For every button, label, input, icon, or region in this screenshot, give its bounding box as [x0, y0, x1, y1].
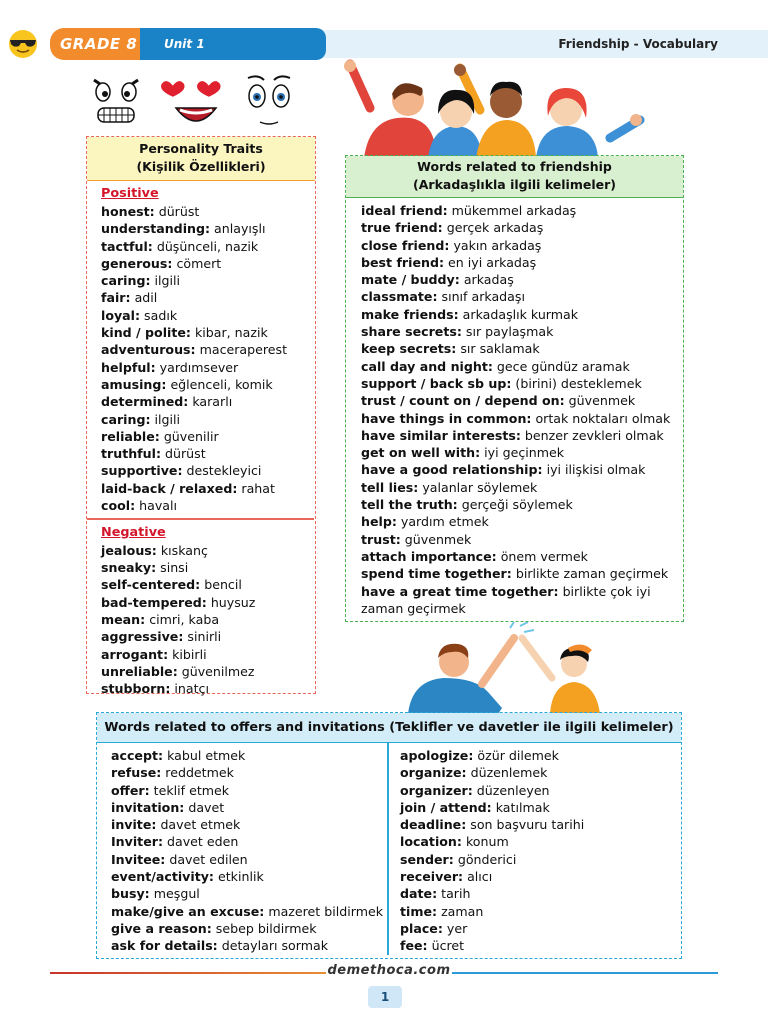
list-item-continuation: zaman geçirmek [361, 600, 466, 616]
translation: anlayışlı [214, 221, 266, 237]
translation: davet edilen [169, 851, 248, 867]
translation: düzenleyen [476, 782, 550, 798]
list-item [361, 271, 683, 288]
list-item [400, 885, 584, 902]
translation: kibar, nazik [194, 325, 268, 341]
list-item [101, 428, 315, 445]
list-item [101, 324, 315, 341]
term: mean: [101, 612, 146, 628]
translation: ortak noktaları olmak [535, 410, 671, 426]
translation: yakın arkadaş [453, 237, 542, 253]
translation: yalanlar söylemek [422, 479, 538, 495]
translation: yardımsever [159, 359, 239, 375]
emotion-faces-illustration [88, 70, 308, 132]
translation: cimri, kaba [149, 612, 220, 628]
translation: teklif etmek [153, 782, 230, 798]
translation: cömert [176, 255, 222, 271]
translation: meşgul [153, 886, 200, 902]
term: ask for details: [111, 938, 218, 954]
translation: rahat [241, 480, 275, 496]
translation: benzer zevkleri olmak [524, 427, 664, 443]
term: jealous: [101, 542, 157, 558]
high-five-illustration [402, 622, 612, 714]
list-item [361, 306, 683, 323]
list-item [361, 202, 683, 219]
translation: yer [446, 920, 468, 936]
translation: eğlenceli, komik [170, 376, 273, 392]
term: tell the truth: [361, 497, 458, 513]
list-item [101, 220, 315, 237]
translation: reddetmek [165, 765, 234, 781]
translation: tarih [441, 886, 471, 902]
offers-columns [97, 743, 681, 955]
list-item [101, 628, 315, 645]
list-item [400, 782, 584, 799]
term: caring: [101, 273, 151, 289]
translation: düşünceli, nazik [156, 238, 259, 254]
translation: arkadaşlık kurmak [462, 306, 579, 322]
term: make/give an excuse: [111, 903, 265, 919]
list-item [361, 375, 683, 392]
term: keep secrets: [361, 341, 457, 357]
term: support / back sb up: [361, 375, 512, 391]
translation: ücret [431, 938, 465, 954]
personality-box-title [87, 137, 315, 181]
offers-box-title: Words related to offers and invitations (Teklifler ve davetler ile ilgili kelimeler) [97, 713, 681, 743]
list-item [111, 782, 383, 799]
translation: zaman [441, 903, 484, 919]
translation: özür dilemek [477, 748, 559, 763]
positive-heading: Positive [101, 186, 159, 201]
term: honest: [101, 204, 155, 219]
term: adventurous: [101, 342, 196, 358]
translation: iyi geçinmek [484, 445, 565, 461]
term: place: [400, 920, 443, 936]
translation: dürüst [158, 204, 200, 219]
list-item [101, 542, 315, 559]
term: invitation: [111, 799, 185, 815]
translation: bencil [204, 577, 242, 593]
list-item [361, 583, 683, 600]
list-item [101, 663, 315, 680]
term: time: [400, 903, 438, 919]
translation: davet eden [167, 834, 239, 850]
grade-badge: GRADE 8 [50, 28, 148, 60]
list-item [101, 307, 315, 324]
list-item [101, 611, 315, 628]
footer-rule-right [452, 972, 718, 974]
list-item [361, 410, 683, 427]
friendship-title-line1: Words related to friendship [417, 159, 612, 174]
translation: gönderici [457, 851, 517, 867]
grimacing-face-icon [94, 80, 138, 122]
translation: arkadaş [463, 272, 514, 288]
term: reliable: [101, 428, 160, 444]
term: determined: [101, 394, 189, 410]
list-item [361, 461, 683, 478]
list-item [101, 411, 315, 428]
translation: gece gündüz aramak [496, 358, 630, 374]
term: make friends: [361, 306, 459, 322]
cheering-friends-illustration [340, 58, 650, 158]
term: help: [361, 514, 397, 530]
footer-rule-left [50, 972, 326, 974]
negative-heading: Negative [101, 524, 166, 540]
translation: adil [134, 290, 158, 306]
term: sneaky: [101, 560, 157, 576]
list-item [400, 920, 584, 937]
translation: kararlı [192, 394, 233, 410]
translation: inatçı [174, 681, 209, 697]
translation: etkinlik [218, 869, 264, 885]
list-item [400, 937, 584, 954]
translation: havalı [139, 498, 178, 514]
translation: düzenlemek [470, 765, 548, 781]
translation: birlikte çok iyi [562, 583, 651, 599]
translation: güvenilir [163, 428, 219, 444]
translation: gerçeği söylemek [461, 497, 573, 513]
term: laid-back / relaxed: [101, 480, 238, 496]
translation: sinsi [160, 560, 189, 576]
list-item [101, 238, 315, 255]
friendship-words-box [345, 155, 684, 622]
list-item [111, 885, 383, 902]
term: refuse: [111, 765, 162, 781]
personality-title-line1: Personality Traits [139, 141, 263, 156]
translation: alıcı [467, 869, 493, 885]
translation: huysuz [210, 594, 256, 610]
term: loyal: [101, 307, 141, 323]
term: close friend: [361, 237, 450, 253]
translation: kıskanç [160, 542, 208, 558]
translation: mazeret bildirmek [268, 903, 383, 919]
term: fee: [400, 938, 428, 954]
translation: yardım etmek [400, 514, 489, 530]
list-item [361, 323, 683, 340]
list-item [101, 594, 315, 611]
term: offer: [111, 782, 150, 798]
list-item [361, 444, 683, 461]
term: location: [400, 834, 462, 850]
term: call day and night: [361, 358, 493, 374]
term: amusing: [101, 376, 167, 392]
term: truthful: [101, 446, 161, 462]
footer-site-name: demethoca.com [327, 963, 451, 978]
term: deadline: [400, 817, 467, 833]
list-item [361, 392, 683, 409]
term: caring: [101, 411, 151, 427]
list-item [400, 833, 584, 850]
list-item [101, 462, 315, 479]
term: supportive: [101, 463, 183, 479]
translation: en iyi arkadaş [448, 254, 537, 270]
translation: güvenmek [568, 393, 636, 409]
list-item [400, 816, 584, 833]
list-item [361, 531, 683, 548]
term: have things in common: [361, 410, 532, 426]
translation: davet etmek [160, 817, 241, 833]
translation: sadık [144, 307, 178, 323]
list-item [361, 548, 683, 565]
translation: güvenmek [404, 531, 472, 547]
term: tactful: [101, 238, 153, 254]
list-item [400, 903, 584, 920]
list-item [101, 559, 315, 576]
term: attach importance: [361, 548, 497, 564]
translation: sır paylaşmak [465, 324, 554, 340]
list-item [101, 359, 315, 376]
list-item [101, 376, 315, 393]
list-item [111, 903, 383, 920]
translation: gerçek arkadaş [446, 220, 544, 236]
term: have a great time together: [361, 583, 559, 599]
list-item [101, 497, 315, 514]
list-item [361, 219, 683, 236]
term: stubborn: [101, 681, 171, 697]
translation: dürüst [165, 446, 206, 462]
list-item [361, 358, 683, 375]
term: understanding: [101, 221, 211, 237]
translation: sınıf arkadaşı [441, 289, 525, 305]
positive-list [87, 181, 315, 698]
term: date: [400, 886, 438, 902]
translation: sebep bildirmek [215, 920, 317, 936]
list-item [400, 851, 584, 868]
list-item [361, 237, 683, 254]
list-item [361, 254, 683, 271]
term: mate / buddy: [361, 272, 460, 288]
section-divider [87, 518, 314, 520]
term: classmate: [361, 289, 438, 305]
list-item [101, 393, 315, 410]
list-item [111, 764, 383, 781]
term: give a reason: [111, 920, 212, 936]
offers-right-column [400, 747, 584, 955]
term: invite: [111, 817, 157, 833]
list-item [400, 747, 584, 764]
list-item [111, 937, 383, 954]
list-item [400, 764, 584, 781]
term: busy: [111, 886, 150, 902]
translation: kabul etmek [167, 748, 246, 763]
term: cool: [101, 498, 136, 514]
list-item [361, 288, 683, 305]
translation: birlikte zaman geçirmek [515, 566, 669, 582]
list-item [101, 341, 315, 358]
list-item [101, 680, 315, 697]
unit-badge: Unit 1 [140, 28, 326, 60]
term: trust: [361, 531, 401, 547]
heart-eyes-face-icon [161, 81, 221, 121]
term: generous: [101, 255, 173, 271]
personality-title-line2: (Kişilik Özellikleri) [136, 159, 266, 174]
translation: konum [465, 834, 509, 850]
list-item [400, 799, 584, 816]
term: kind / polite: [101, 325, 191, 341]
page-number: 1 [368, 986, 402, 1008]
term: receiver: [400, 869, 464, 885]
term: organize: [400, 765, 467, 781]
list-item [111, 851, 383, 868]
list-item [361, 340, 683, 357]
list-item [111, 920, 383, 937]
term: have similar interests: [361, 427, 521, 443]
personality-traits-box [86, 136, 316, 697]
term: apologize: [400, 748, 474, 763]
list-item [361, 479, 683, 496]
list-item [101, 289, 315, 306]
translation: katılmak [495, 799, 550, 815]
term: organizer: [400, 782, 473, 798]
translation: kibirli [172, 646, 207, 662]
list-item [101, 576, 315, 593]
term: Invitee: [111, 851, 166, 867]
term: helpful: [101, 359, 156, 375]
offers-left-column [111, 747, 383, 955]
term: accept: [111, 748, 164, 763]
list-item [361, 427, 683, 444]
friendship-list [346, 198, 683, 617]
translation: (birini) desteklemek [515, 375, 642, 391]
list-item [101, 272, 315, 289]
translation: ilgili [154, 273, 181, 289]
list-item [361, 565, 683, 582]
list-item [101, 445, 315, 462]
offers-invitations-box [96, 712, 682, 959]
list-item [101, 480, 315, 497]
page-title: Friendship - Vocabulary [558, 37, 718, 51]
term: join / attend: [400, 799, 492, 815]
term: bad-tempered: [101, 594, 207, 610]
list-item [111, 833, 383, 850]
term: trust / count on / depend on: [361, 393, 565, 409]
term: ideal friend: [361, 203, 448, 218]
term: self-centered: [101, 577, 201, 593]
list-item [101, 203, 315, 220]
term: share secrets: [361, 324, 462, 340]
sunglasses-emoji-icon [6, 29, 40, 59]
translation: davet [188, 799, 225, 815]
list-item [400, 868, 584, 885]
translation: maceraperest [199, 342, 288, 358]
translation: destekleyici [186, 463, 262, 479]
list-item [111, 868, 383, 885]
list-item [111, 747, 383, 764]
term: aggressive: [101, 629, 184, 645]
list-item [101, 646, 315, 663]
term: arrogant: [101, 646, 169, 662]
column-divider [387, 743, 389, 955]
term: tell lies: [361, 479, 419, 495]
term: Inviter: [111, 834, 163, 850]
translation: son başvuru tarihi [470, 817, 585, 833]
translation: sinirli [187, 629, 222, 645]
friendship-title-line2: (Arkadaşlıkla ilgili kelimeler) [413, 177, 616, 192]
list-item [111, 816, 383, 833]
term: fair: [101, 290, 131, 306]
translation: güvenilmez [181, 663, 255, 679]
translation: önem vermek [500, 548, 588, 564]
translation: mükemmel arkadaş [451, 203, 577, 218]
translation: sır saklamak [460, 341, 540, 357]
term: best friend: [361, 254, 445, 270]
page-header [0, 28, 768, 60]
term: have a good relationship: [361, 462, 543, 478]
friendship-box-title [346, 156, 683, 198]
list-item [101, 255, 315, 272]
term: sender: [400, 851, 454, 867]
translation: detayları sormak [221, 938, 328, 954]
term: event/activity: [111, 869, 214, 885]
list-item [361, 496, 683, 513]
term: unreliable: [101, 663, 178, 679]
term: true friend: [361, 220, 443, 236]
surprised-face-icon [248, 76, 290, 124]
term: get on well with: [361, 445, 481, 461]
translation: iyi ilişkisi olmak [546, 462, 646, 478]
list-item [361, 513, 683, 530]
list-item [111, 799, 383, 816]
term: spend time together: [361, 566, 512, 582]
translation: ilgili [154, 411, 181, 427]
